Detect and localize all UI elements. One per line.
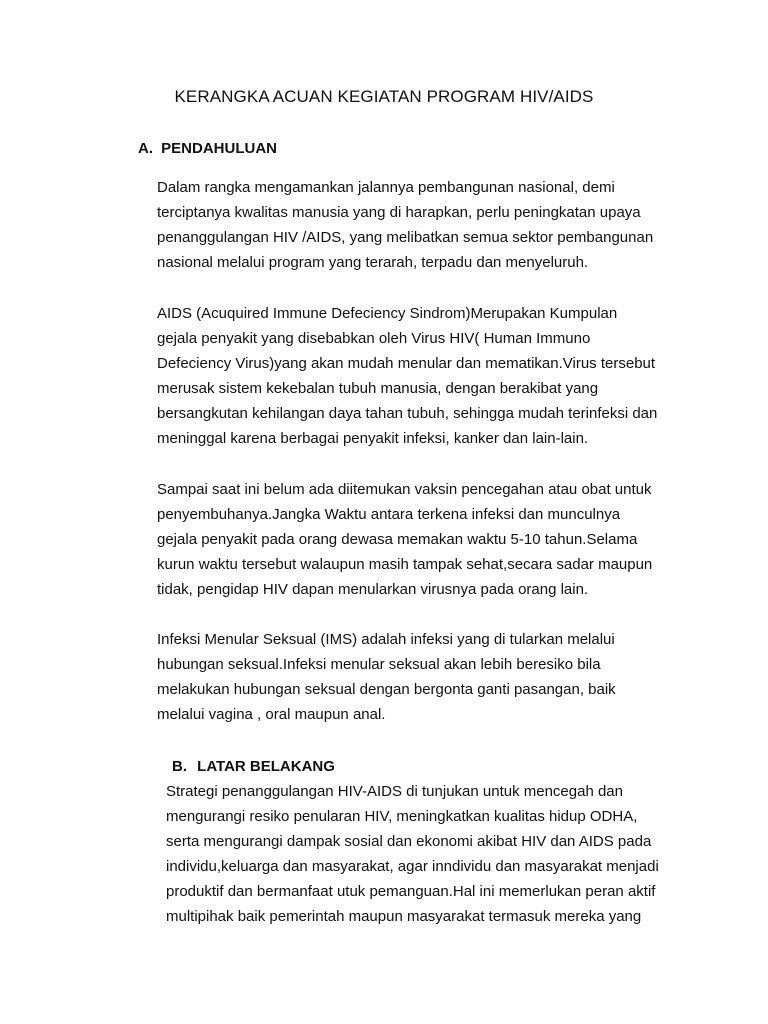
paragraph-line: melalui vagina , oral maupun anal. xyxy=(157,706,386,723)
paragraph-line: multipihak baik pemerintah maupun masyarakat termasuk mereka yang xyxy=(166,908,642,925)
paragraph-line: gejala penyakit pada orang dewasa memakan waktu 5-10 tahun.Selama xyxy=(157,531,638,548)
paragraph-line: nasional melalui program yang terarah, terpadu dan menyeluruh. xyxy=(157,254,589,271)
paragraph-line: penyembuhanya.Jangka Waktu antara terkena infeksi dan munculnya xyxy=(157,506,621,523)
paragraph-line: serta mengurangi dampak sosial dan ekonomi akibat HIV dan AIDS pada xyxy=(166,833,652,850)
section-a-number: A. xyxy=(138,140,153,157)
paragraph-line: merusak sistem kekebalan tubuh manusia, dengan berakibat yang xyxy=(157,380,599,397)
paragraph-line: Defeciency Virus)yang akan mudah menular dan mematikan.Virus tersebut xyxy=(157,355,656,372)
document-title: KERANGKA ACUAN KEGIATAN PROGRAM HIV/AIDS xyxy=(174,87,594,106)
paragraph-line: melakukan hubungan seksual dengan bergonta ganti pasangan, baik xyxy=(157,681,616,698)
paragraph-line: Strategi penanggulangan HIV-AIDS di tunjukan untuk mencegah dan xyxy=(166,783,623,800)
paragraph-line: terciptanya kwalitas manusia yang di harapkan, perlu peningkatan upaya xyxy=(157,204,641,221)
paragraph-line: produktif dan bermanfaat utuk pemanguan.Hal ini memerlukan peran aktif xyxy=(166,883,656,900)
paragraph-line: mengurangi resiko penularan HIV, meningkatkan kualitas hidup ODHA, xyxy=(166,808,638,825)
paragraph-line: meninggal karena berbagai penyakit infeksi, kanker dan lain-lain. xyxy=(157,430,589,447)
paragraph-line: Infeksi Menular Seksual (IMS) adalah infeksi yang di tularkan melalui xyxy=(157,631,615,648)
paragraph-line: Sampai saat ini belum ada diitemukan vaksin pencegahan atau obat untuk xyxy=(157,481,652,498)
paragraph-line: individu,keluarga dan masyarakat, agar inndividu dan masyarakat menjadi xyxy=(166,858,659,875)
paragraph-line: tidak, pengidap HIV dapan menularkan virusnya pada orang lain. xyxy=(157,581,589,598)
section-a-heading xyxy=(138,140,277,157)
paragraph-line: penanggulangan HIV /AIDS, yang melibatkan semua sektor pembangunan xyxy=(157,229,654,246)
paragraph-line: hubungan seksual.Infeksi menular seksual akan lebih beresiko bila xyxy=(157,656,601,673)
section-b-heading xyxy=(172,758,335,775)
paragraph-line: AIDS (Acuquired Immune Defeciency Sindrom)Merupakan Kumpulan xyxy=(157,305,618,322)
section-b-number: B. xyxy=(172,758,187,775)
paragraph-line: kurun waktu tersebut walaupun masih tampak sehat,secara sadar maupun xyxy=(157,556,653,573)
paragraph-line: Dalam rangka mengamankan jalannya pembangunan nasional, demi xyxy=(157,179,615,196)
section-a-title: PENDAHULUAN xyxy=(161,140,278,157)
paragraph-line: gejala penyakit yang disebabkan oleh Virus HIV( Human Immuno xyxy=(157,330,591,347)
section-b-title: LATAR BELAKANG xyxy=(197,758,335,775)
paragraph-line: bersangkutan kehilangan daya tahan tubuh, sehingga mudah terinfeksi dan xyxy=(157,405,658,422)
